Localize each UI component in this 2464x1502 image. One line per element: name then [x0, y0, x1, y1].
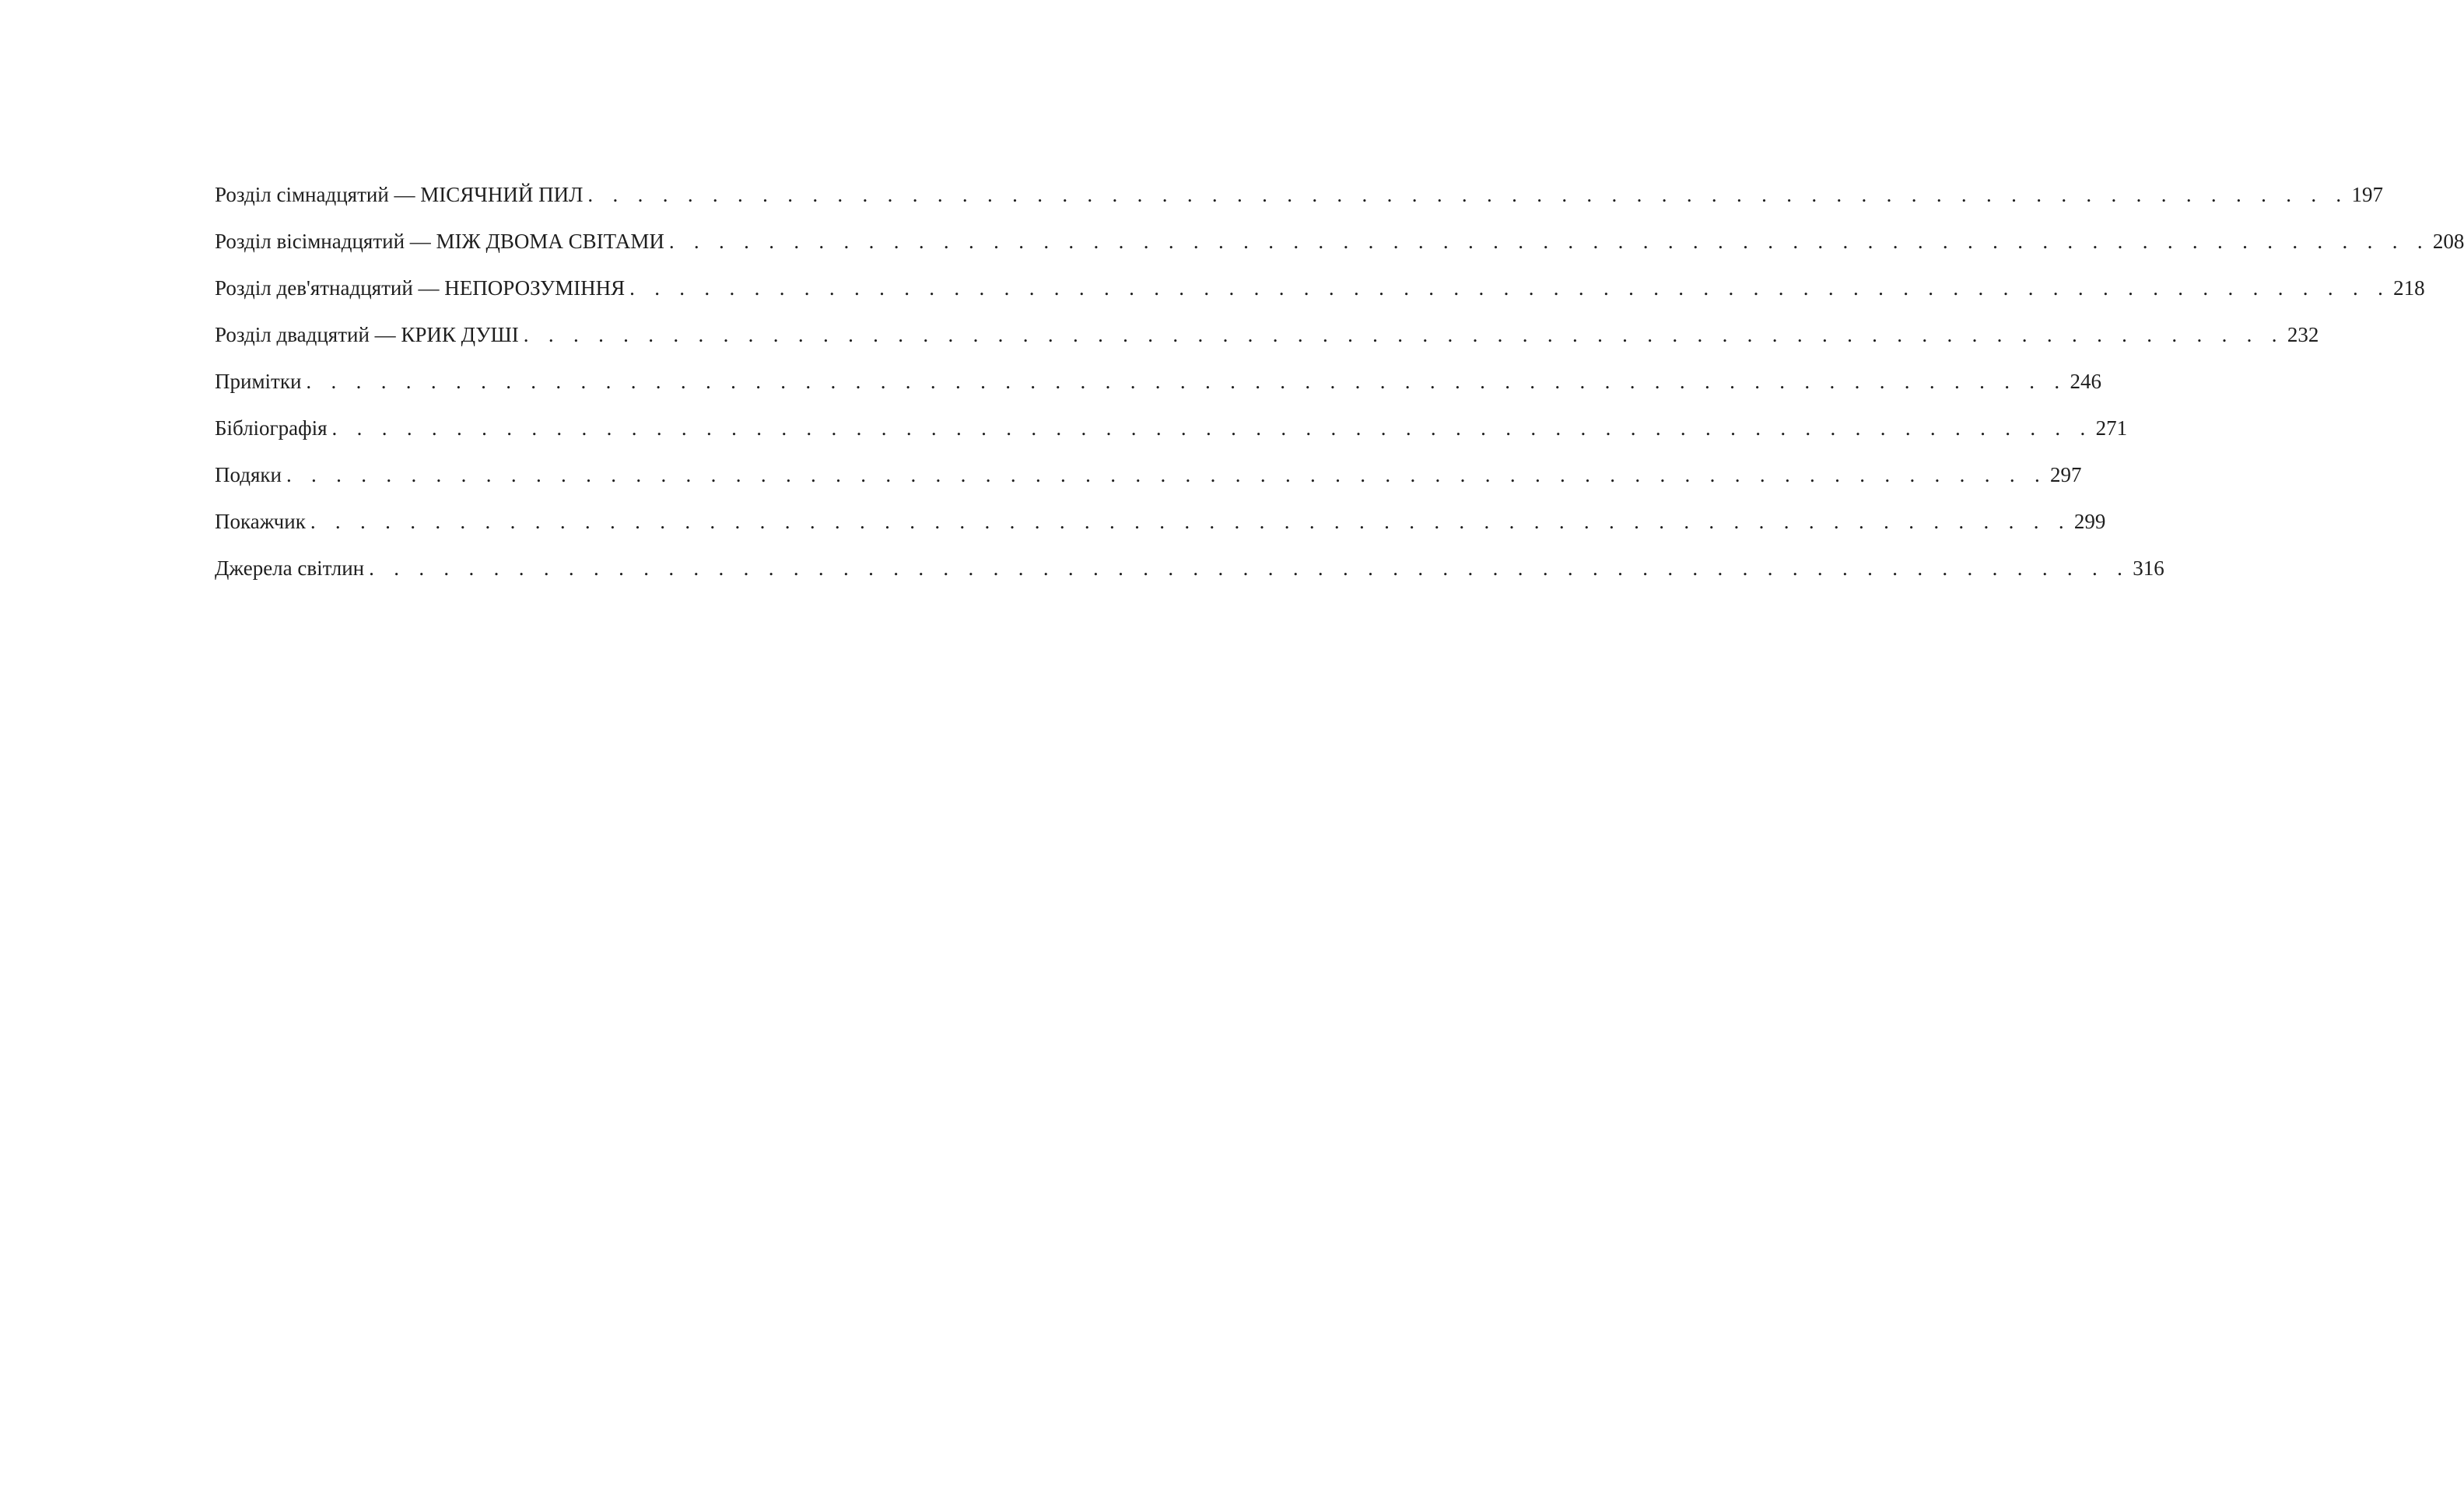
toc-dot-leader: . . . . . . . . . . . . . . . . . . . . . . . . . . . . . . . . . . . . . . . . . . . . . . . . . . . . . . . . . . . . . . . . . . . . . . . [587, 183, 2349, 206]
toc-entry[interactable] [215, 318, 2319, 364]
toc-entry-title: Покажчик [215, 510, 306, 533]
toc-entry[interactable] [215, 551, 2164, 598]
toc-entry-page: 208 [2432, 230, 2464, 253]
toc-entry-title: Розділ дев'ятнадцятий — НЕПОРОЗУМІННЯ [215, 276, 626, 300]
table-of-contents [215, 177, 2464, 598]
toc-entry-page: 316 [2133, 556, 2164, 580]
toc-dot-leader: . . . . . . . . . . . . . . . . . . . . . . . . . . . . . . . . . . . . . . . . . . . . . . . . . . . . . . . . . . . . . . . . . . . . . . . [331, 416, 2093, 440]
toc-entry[interactable] [215, 224, 2464, 271]
toc-entry-page: 271 [2095, 416, 2128, 440]
toc-entry-title: Розділ двадцятий — КРИК ДУШІ [215, 323, 519, 346]
toc-entry[interactable] [215, 364, 2101, 411]
toc-entry-title: Примітки [215, 370, 302, 393]
toc-entry-page: 232 [2287, 323, 2319, 346]
toc-entry-title: Подяки [215, 463, 282, 486]
toc-entry-title: Розділ сімнадцятий — МІСЯЧНИЙ ПИЛ [215, 183, 584, 206]
toc-entry[interactable] [215, 458, 2082, 504]
toc-entry-page: 299 [2073, 510, 2106, 533]
toc-dot-leader: . . . . . . . . . . . . . . . . . . . . . . . . . . . . . . . . . . . . . . . . . . . . . . . . . . . . . . . . . . . . . . . . . . . . . . . [668, 230, 2430, 253]
toc-dot-leader: . . . . . . . . . . . . . . . . . . . . . . . . . . . . . . . . . . . . . . . . . . . . . . . . . . . . . . . . . . . . . . . . . . . . . . . [286, 463, 2048, 486]
toc-entry[interactable] [215, 411, 2128, 458]
toc-entry-title: Розділ вісімнадцятий — МІЖ ДВОМА СВІТАМИ [215, 230, 664, 253]
toc-dot-leader: . . . . . . . . . . . . . . . . . . . . . . . . . . . . . . . . . . . . . . . . . . . . . . . . . . . . . . . . . . . . . . . . . . . . . . . [629, 276, 2391, 300]
toc-entry[interactable] [215, 504, 2106, 551]
toc-dot-leader: . . . . . . . . . . . . . . . . . . . . . . . . . . . . . . . . . . . . . . . . . . . . . . . . . . . . . . . . . . . . . . . . . . . . . . . [523, 323, 2284, 346]
toc-entry-title: Бібліографія [215, 416, 328, 440]
toc-entry-page: 218 [2393, 276, 2425, 300]
toc-entry-page: 197 [2351, 183, 2383, 206]
toc-dot-leader: . . . . . . . . . . . . . . . . . . . . . . . . . . . . . . . . . . . . . . . . . . . . . . . . . . . . . . . . . . . . . . . . . . . . . . . [369, 556, 2130, 580]
toc-dot-leader: . . . . . . . . . . . . . . . . . . . . . . . . . . . . . . . . . . . . . . . . . . . . . . . . . . . . . . . . . . . . . . . . . . . . . . . [306, 370, 2067, 393]
toc-entry[interactable] [215, 271, 2425, 318]
toc-entry-page: 246 [2070, 370, 2101, 393]
toc-dot-leader: . . . . . . . . . . . . . . . . . . . . . . . . . . . . . . . . . . . . . . . . . . . . . . . . . . . . . . . . . . . . . . . . . . . . . . . [310, 510, 2071, 533]
toc-entry-page: 297 [2050, 463, 2082, 486]
toc-entry-title: Джерела світлин [215, 556, 365, 580]
toc-entry[interactable] [215, 177, 2383, 224]
